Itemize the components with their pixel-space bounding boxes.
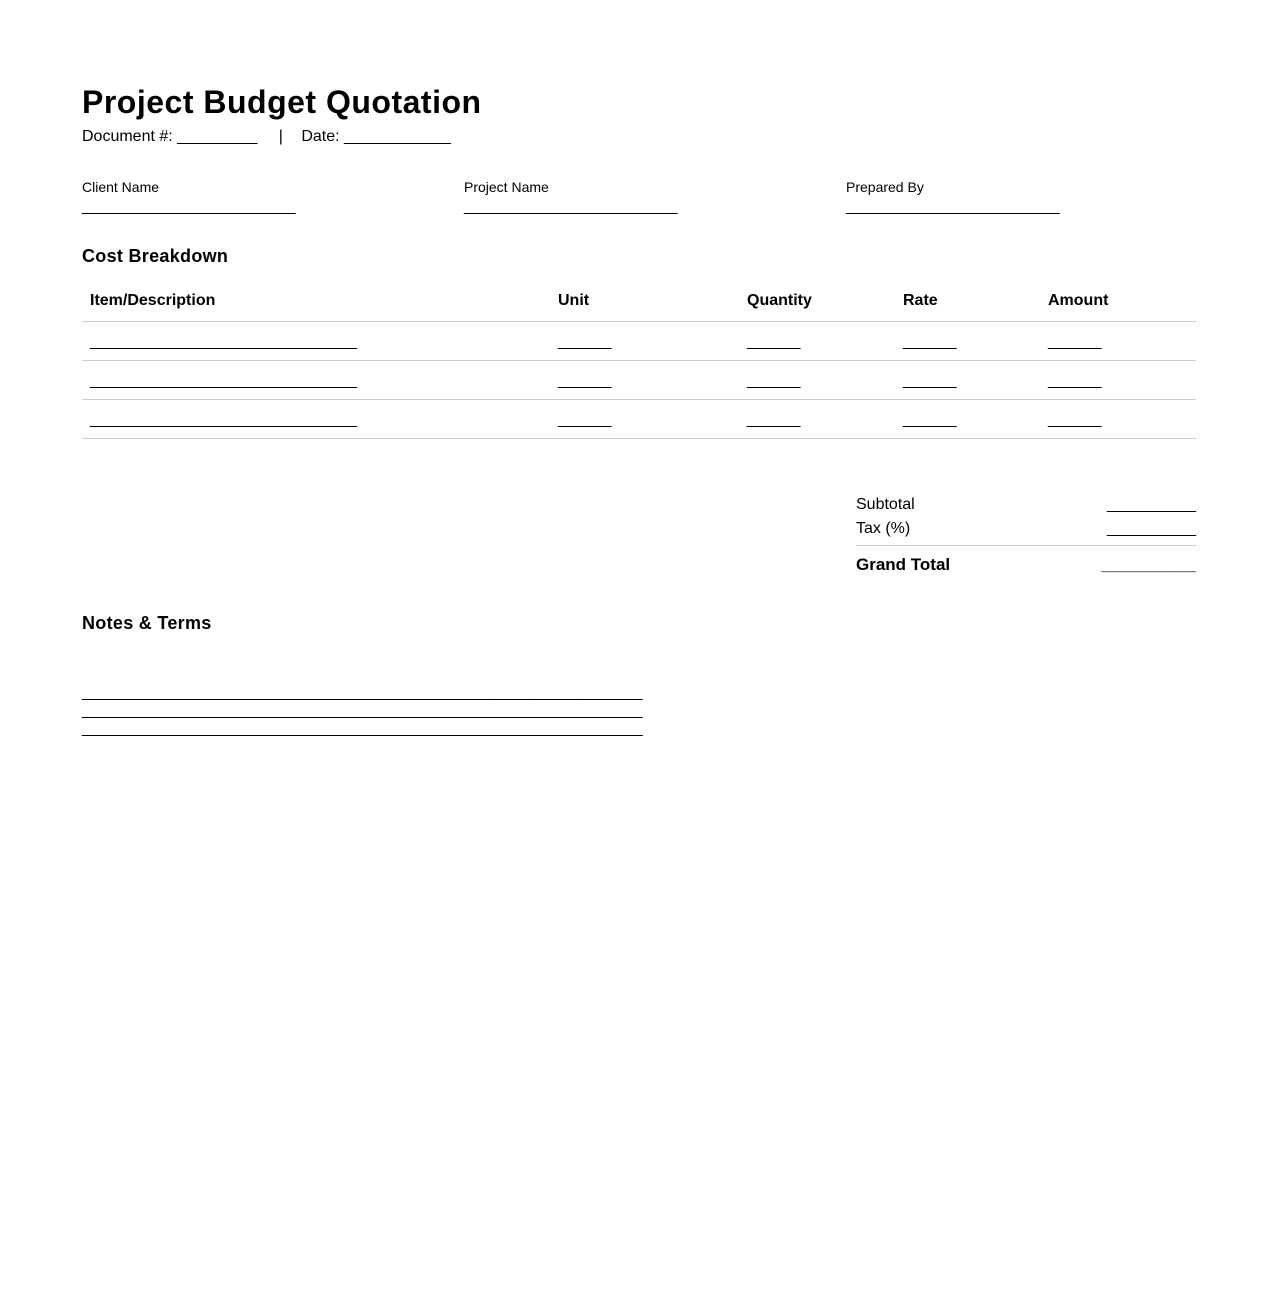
notes-terms-area[interactable] (82, 684, 643, 738)
prepared-by-label: Prepared By (846, 179, 924, 195)
table-header-row (82, 283, 1196, 322)
quantity-cell[interactable]: ______ (739, 361, 895, 400)
document-number-field[interactable]: _________ (177, 128, 258, 145)
totals-summary (856, 493, 1196, 578)
unit-cell[interactable]: ______ (550, 361, 739, 400)
rate-cell[interactable]: ______ (895, 400, 1040, 439)
quantity-cell[interactable]: ______ (739, 322, 895, 361)
notes-terms-heading: Notes & Terms (82, 613, 212, 633)
project-name-label: Project Name (464, 179, 549, 195)
client-name-label: Client Name (82, 179, 160, 195)
amount-cell[interactable]: ______ (1040, 361, 1196, 400)
amount-cell[interactable]: ______ (1040, 322, 1196, 361)
tax-label: Tax (%) (856, 520, 911, 537)
client-name-group (82, 178, 296, 216)
subtotal-row (856, 493, 1196, 517)
tax-row (856, 517, 1196, 541)
client-name-field[interactable]: ________________________ (82, 198, 296, 215)
item-description-cell[interactable]: ______________________________ (82, 361, 550, 400)
prepared-by-group (846, 178, 1060, 216)
column-header-quantity: Quantity (739, 283, 895, 322)
table-row (82, 361, 1196, 400)
amount-cell[interactable]: ______ (1040, 400, 1196, 439)
column-header-rate: Rate (895, 283, 1040, 322)
rate-cell[interactable]: ______ (895, 322, 1040, 361)
meta-separator: | (278, 128, 283, 145)
item-description-cell[interactable]: ______________________________ (82, 322, 550, 361)
document-number-label: Document #: (82, 128, 173, 145)
item-description-cell[interactable]: ______________________________ (82, 400, 550, 439)
notes-line[interactable]: _______________________________________________________________ (82, 702, 643, 719)
cost-breakdown-table (82, 283, 1196, 439)
notes-line[interactable]: _______________________________________________________________ (82, 684, 643, 701)
table-row (82, 322, 1196, 361)
page-title: Project Budget Quotation (82, 84, 482, 120)
notes-line[interactable]: _______________________________________________________________ (82, 720, 643, 737)
document-meta (82, 128, 451, 146)
cost-breakdown-heading: Cost Breakdown (82, 246, 229, 266)
prepared-by-field[interactable]: ________________________ (846, 198, 1060, 215)
grand-total-row (856, 552, 1196, 578)
grand-total-label: Grand Total (856, 555, 951, 574)
info-fields (82, 178, 1196, 218)
project-name-group (464, 178, 678, 216)
unit-cell[interactable]: ______ (550, 400, 739, 439)
column-header-item: Item/Description (82, 283, 550, 322)
date-label: Date: (301, 128, 340, 145)
table-row (82, 400, 1196, 439)
subtotal-label: Subtotal (856, 496, 915, 513)
project-name-field[interactable]: ________________________ (464, 198, 678, 215)
column-header-unit: Unit (550, 283, 739, 322)
grand-total-field[interactable]: __________ (1101, 555, 1196, 574)
subtotal-field[interactable]: __________ (1107, 496, 1196, 513)
quantity-cell[interactable]: ______ (739, 400, 895, 439)
totals-divider (856, 545, 1196, 546)
unit-cell[interactable]: ______ (550, 322, 739, 361)
rate-cell[interactable]: ______ (895, 361, 1040, 400)
tax-field[interactable]: __________ (1107, 520, 1196, 537)
column-header-amount: Amount (1040, 283, 1196, 322)
date-field[interactable]: ____________ (344, 128, 451, 145)
